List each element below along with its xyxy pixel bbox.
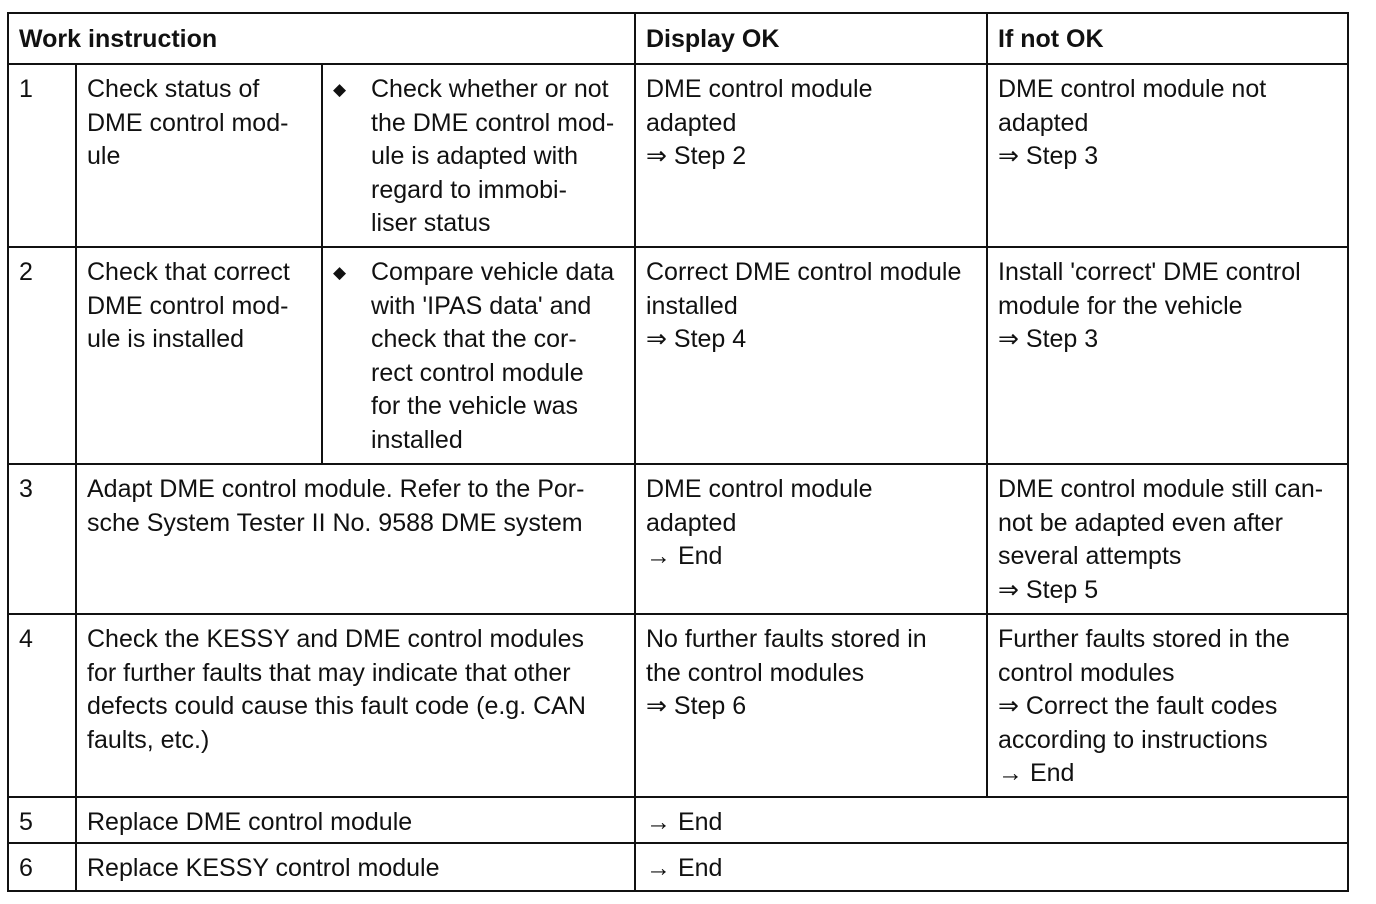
result-cell — [635, 797, 1348, 843]
not-ok-line: ⇒ Step 3 — [998, 325, 1099, 353]
not-ok-line: not be adapted even after — [998, 508, 1283, 537]
instruction-cell — [76, 843, 635, 891]
not-ok-line: module for the vehicle — [998, 291, 1243, 320]
detail-line: regard to immobi- — [371, 175, 567, 204]
diamond-bullet-icon: ◆ — [333, 263, 347, 282]
detail-line: rect control module — [371, 358, 584, 387]
ok-line: adapted — [646, 508, 737, 537]
display-ok-cell — [635, 464, 987, 614]
not-ok-line: adapted — [998, 108, 1089, 137]
detail-line: liser status — [371, 209, 491, 237]
detail-line: for the vehicle was — [371, 392, 579, 420]
ok-line: Correct DME control module — [646, 258, 962, 286]
not-ok-line: according to instructions — [998, 725, 1268, 754]
step-number: 4 — [8, 614, 76, 797]
ok-line: DME control module — [646, 75, 873, 103]
header-if-not-ok: If not OK — [987, 13, 1348, 64]
not-ok-line: Further faults stored in the — [998, 625, 1290, 653]
if-not-ok-cell — [987, 247, 1348, 464]
not-ok-line: → End — [998, 759, 1075, 787]
detail-cell — [322, 64, 635, 247]
ok-line: → End — [646, 542, 723, 570]
instruction-cell — [76, 464, 635, 614]
detail-line: with 'IPAS data' and — [371, 291, 592, 320]
result-line: → End — [646, 854, 723, 882]
instruction-cell — [76, 247, 322, 464]
display-ok-cell — [635, 614, 987, 797]
if-not-ok-cell — [987, 614, 1348, 797]
if-not-ok-cell — [987, 464, 1348, 614]
not-ok-line: several attempts — [998, 542, 1182, 570]
instruction-line: Replace DME control module — [87, 808, 413, 836]
instruction-line: Check that correct — [87, 258, 290, 286]
ok-line: No further faults stored in — [646, 625, 927, 653]
instruction-line: faults, etc.) — [87, 725, 210, 754]
table-row — [8, 843, 1348, 891]
ok-line: adapted — [646, 108, 737, 137]
header-row — [8, 13, 1348, 64]
detail-line: Compare vehicle data — [371, 258, 615, 286]
instruction-cell — [76, 797, 635, 843]
not-ok-line: control modules — [998, 658, 1175, 687]
detail-line: check that the cor- — [371, 325, 577, 353]
not-ok-line: DME control module not — [998, 75, 1267, 103]
detail-line: the DME control mod- — [371, 108, 615, 137]
instruction-line: ule is installed — [87, 325, 245, 353]
display-ok-cell — [635, 64, 987, 247]
instruction-line: sche System Tester II No. 9588 DME system — [87, 508, 583, 537]
instruction-line: Check status of — [87, 75, 260, 103]
not-ok-line: ⇒ Step 5 — [998, 575, 1099, 604]
instruction-line: DME control mod- — [87, 291, 289, 320]
not-ok-line: DME control module still can- — [998, 475, 1324, 503]
instruction-line: Adapt DME control module. Refer to the Por- — [87, 475, 585, 503]
step-number: 6 — [8, 843, 76, 891]
diamond-bullet-icon: ◆ — [333, 80, 347, 99]
instruction-cell — [76, 614, 635, 797]
ok-line: installed — [646, 291, 738, 320]
result-line: → End — [646, 808, 723, 836]
if-not-ok-cell — [987, 64, 1348, 247]
step-number: 3 — [8, 464, 76, 614]
table-row — [8, 464, 1348, 614]
header-work-instruction: Work instruction — [8, 13, 635, 64]
not-ok-line: ⇒ Step 3 — [998, 142, 1099, 170]
ok-line: ⇒ Step 4 — [646, 325, 747, 353]
table-row — [8, 797, 1348, 843]
table-row — [8, 64, 1348, 247]
not-ok-line: Install 'correct' DME control — [998, 258, 1301, 286]
detail-line: ule is adapted with — [371, 142, 579, 170]
instruction-line: Replace KESSY control module — [87, 854, 440, 882]
step-number: 1 — [8, 64, 76, 247]
instruction-line: for further faults that may indicate that other — [87, 658, 571, 687]
ok-line: ⇒ Step 2 — [646, 142, 747, 170]
instruction-cell — [76, 64, 322, 247]
result-cell — [635, 843, 1348, 891]
table-row — [8, 614, 1348, 797]
detail-line: installed — [371, 425, 463, 454]
ok-line: ⇒ Step 6 — [646, 692, 747, 720]
detail-line: Check whether or not — [371, 75, 609, 103]
display-ok-cell — [635, 247, 987, 464]
instruction-line: Check the KESSY and DME control modules — [87, 625, 585, 653]
header-display-ok: Display OK — [635, 13, 987, 64]
table-row — [8, 247, 1348, 464]
not-ok-line: ⇒ Correct the fault codes — [998, 692, 1278, 720]
detail-cell — [322, 247, 635, 464]
work-instruction-table — [7, 12, 1349, 892]
ok-line: DME control module — [646, 475, 873, 503]
ok-line: the control modules — [646, 658, 865, 687]
instruction-line: defects could cause this fault code (e.g. CAN — [87, 692, 586, 720]
step-number: 2 — [8, 247, 76, 464]
instruction-line: ule — [87, 142, 121, 170]
instruction-line: DME control mod- — [87, 108, 289, 137]
step-number: 5 — [8, 797, 76, 843]
